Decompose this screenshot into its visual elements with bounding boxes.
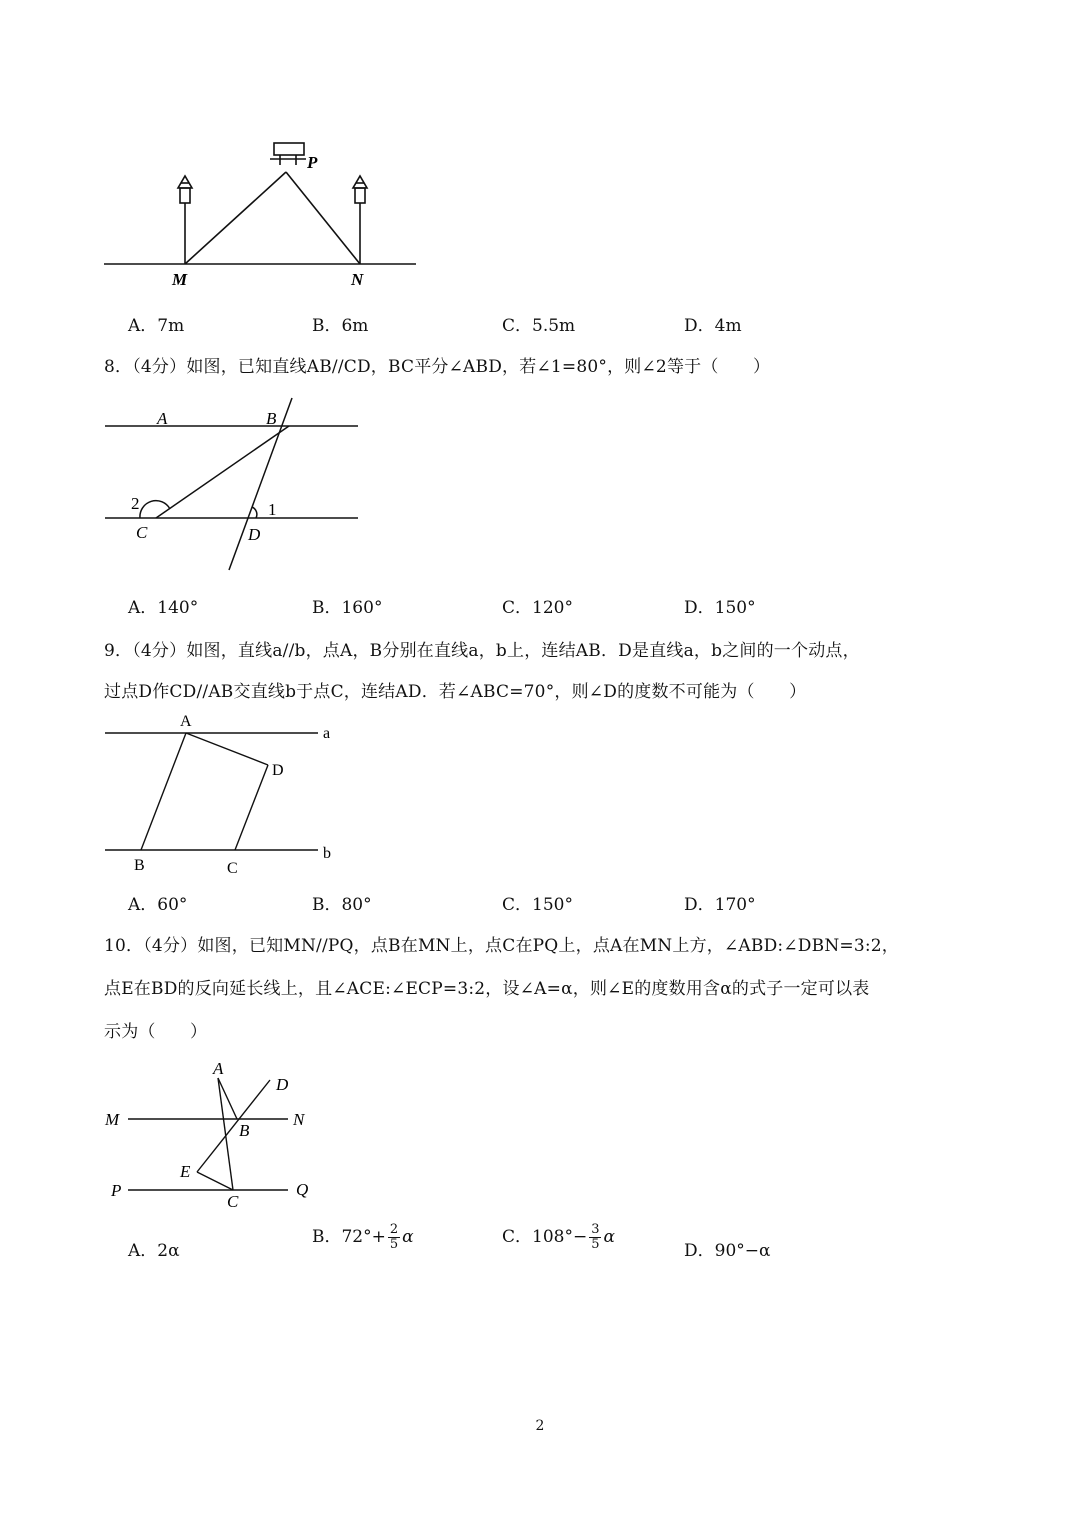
- q9-label-b-point: B: [134, 857, 145, 874]
- q10-figure: [100, 1055, 330, 1215]
- q10-label-m: M: [105, 1110, 120, 1129]
- q7-label-p: P: [307, 153, 318, 172]
- q9-stem-line1: 9．（4分）如图，直线a//b，点A，B分别在直线a，b上，连结AB．D是直线a，b之间的一个动点，: [104, 641, 860, 661]
- q10-option-c-prefix: C．108°−: [502, 1227, 588, 1247]
- q8-option-a[interactable]: A．140°: [128, 598, 199, 618]
- q10-option-c[interactable]: [502, 1222, 615, 1252]
- q9-label-line-a: a: [323, 725, 331, 742]
- q9-option-a[interactable]: A．60°: [128, 895, 188, 915]
- q10-option-c-alpha: α: [603, 1227, 615, 1247]
- q9-stem-line2: 过点D作CD//AB交直线b于点C，连结AD．若∠ABC=70°，则∠D的度数不可能为（ ）: [104, 682, 807, 702]
- q7-option-c[interactable]: C．5.5m: [502, 316, 576, 336]
- q9-option-c[interactable]: C．150°: [502, 895, 573, 915]
- q8-option-b[interactable]: B．160°: [312, 598, 383, 618]
- q10-option-b-fraction: $\frac{2}{5}$: [389, 1222, 399, 1252]
- q9-option-d[interactable]: D．170°: [684, 895, 756, 915]
- q8-option-d[interactable]: D．150°: [684, 598, 756, 618]
- q10-stem-line3: 示为（ ）: [104, 1022, 208, 1042]
- q10-option-a[interactable]: A．2α: [128, 1241, 180, 1261]
- q7-option-b[interactable]: B．6m: [312, 316, 369, 336]
- q8-label-angle1: 1: [268, 500, 277, 519]
- q8-stem: 8．（4分）如图，已知直线AB//CD，BC平分∠ABD，若∠1=80°，则∠2等于（ ）: [104, 357, 771, 377]
- q9-label-a-point: A: [180, 713, 192, 730]
- q10-label-q: Q: [296, 1180, 309, 1199]
- q9-label-c: C: [227, 860, 238, 877]
- q7-option-d[interactable]: D．4m: [684, 316, 742, 336]
- q10-stem-line1: 10．（4分）如图，已知MN//PQ，点B在MN上，点C在PQ上，点A在MN上方，∠ABD:∠DBN=3:2，: [104, 936, 899, 956]
- q10-option-b-prefix: B．72°+: [312, 1227, 386, 1247]
- q8-label-c: C: [136, 523, 148, 542]
- q9-label-d: D: [272, 762, 284, 779]
- q7-label-n: N: [351, 270, 364, 289]
- q10-label-n: N: [293, 1110, 305, 1129]
- q9-figure: [100, 708, 350, 883]
- q8-label-d: D: [248, 525, 261, 544]
- q8-label-angle2: 2: [131, 494, 140, 513]
- q10-stem-line2: 点E在BD的反向延长线上，且∠ACE:∠ECP=3:2，设∠A=α，则∠E的度数用含α的式子一定可以表: [104, 979, 870, 999]
- q10-option-d[interactable]: D．90°−α: [684, 1241, 771, 1261]
- q10-label-d: D: [276, 1075, 289, 1094]
- q10-label-b: B: [239, 1121, 250, 1140]
- q10-label-e: E: [180, 1162, 191, 1181]
- q7-label-m: M: [172, 270, 188, 289]
- q8-label-a: A: [157, 409, 168, 428]
- q9-option-b[interactable]: B．80°: [312, 895, 372, 915]
- q8-option-c[interactable]: C．120°: [502, 598, 573, 618]
- q10-label-p: P: [111, 1181, 122, 1200]
- q10-label-c: C: [227, 1192, 239, 1211]
- q10-option-b-alpha: α: [402, 1227, 414, 1247]
- q7-figure: [100, 135, 430, 295]
- q7-option-a[interactable]: A．7m: [128, 316, 185, 336]
- q10-option-b[interactable]: [312, 1222, 414, 1252]
- q8-figure: [100, 395, 370, 580]
- q9-label-line-b: b: [323, 845, 331, 862]
- q10-option-c-fraction: $\frac{3}{5}$: [591, 1222, 600, 1252]
- q8-label-b: B: [266, 409, 277, 428]
- page-number: 2: [535, 1418, 545, 1434]
- q10-label-a: A: [213, 1059, 224, 1078]
